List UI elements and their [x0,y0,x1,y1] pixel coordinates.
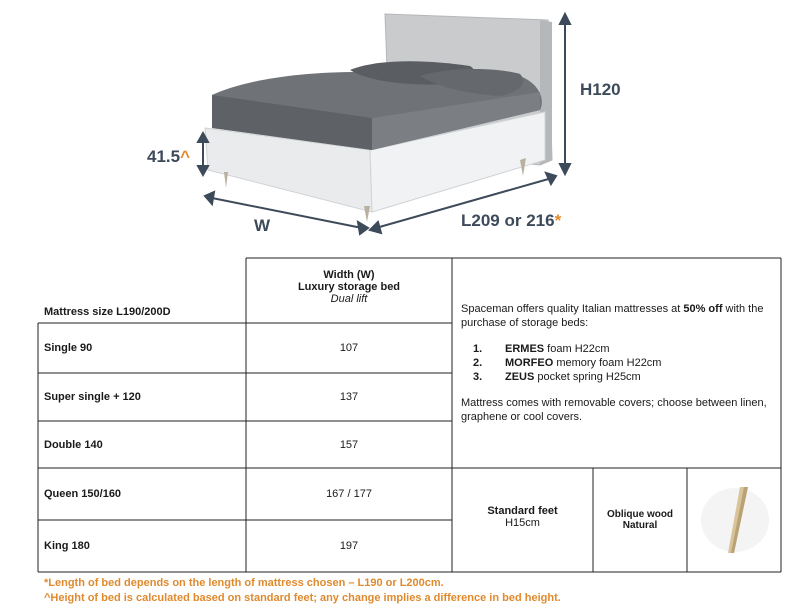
mattress-list [461,342,773,384]
column-header-line1: Width (W) [323,269,375,281]
width-dimension-label: W [254,216,271,235]
mattress-name: ERMES [505,343,545,355]
row-value: 167 / 177 [326,488,372,500]
base-height-dimension [147,147,190,167]
mattress-desc: foam H22cm [544,343,610,355]
height-dimension-label: H120 [580,80,621,99]
feet-finish [593,509,687,531]
row-label: Double 140 [44,438,103,451]
base-height-mark: ^ [180,147,191,166]
feet-height: H15cm [505,517,540,529]
row-label: King 180 [44,540,90,552]
mattress-name: MORFEO [505,357,554,369]
row-label: Super single + 120 [44,391,141,403]
row-value: 107 [339,342,359,354]
standard-feet-info [452,505,593,529]
covers-note: Mattress comes with removable covers; choose between linen, graphene or cool covers. [461,397,767,423]
feet-finish-line1: Oblique wood [606,509,674,520]
list-item [461,370,773,384]
row-value: 137 [339,391,359,403]
mattress-name: ZEUS [505,371,535,383]
row-header-mattress-size [38,300,246,323]
row-value: 157 [339,438,359,451]
column-header-line2: Luxury storage bed [297,281,401,293]
row-label: Single 90 [44,342,93,354]
column-header-width [246,262,452,312]
list-number: 1. [473,343,483,355]
offer-discount: 50% off [683,303,723,315]
footnote-length: *Length of bed depends on the length of mattress chosen – L190 or L200cm. [44,577,444,589]
list-item [461,342,773,356]
row-value: 197 [339,540,359,552]
footnote-height: ^Height of bed is calculated based on standard feet; any change implies a difference in bed height. [44,592,561,604]
list-item [461,356,773,370]
offer-intro-tail: with the purchase of storage beds: [461,303,764,329]
oblique-wood-foot-image [701,487,769,553]
offer-intro-text: Spaceman offers quality Italian mattresses at [461,303,684,315]
mattress-desc: pocket spring H25cm [534,371,641,383]
offer-intro [461,302,773,330]
bed-illustration [0,0,806,250]
mattress-offer-note [461,302,773,424]
length-mark: * [554,211,562,230]
row-label: Queen 150/160 [44,488,122,500]
mattress-desc: memory foam H22cm [553,357,662,369]
column-header-line3: Dual lift [330,293,368,305]
list-number: 2. [473,357,483,369]
base-height-value: 41.5 [147,147,181,166]
length-value: L209 or 216 [461,211,555,230]
row-header-text: Mattress size L190/200D [44,305,171,318]
feet-title: Standard feet [487,505,558,517]
length-dimension [461,211,561,231]
feet-finish-line2: Natural [622,520,658,531]
list-number: 3. [473,371,483,383]
